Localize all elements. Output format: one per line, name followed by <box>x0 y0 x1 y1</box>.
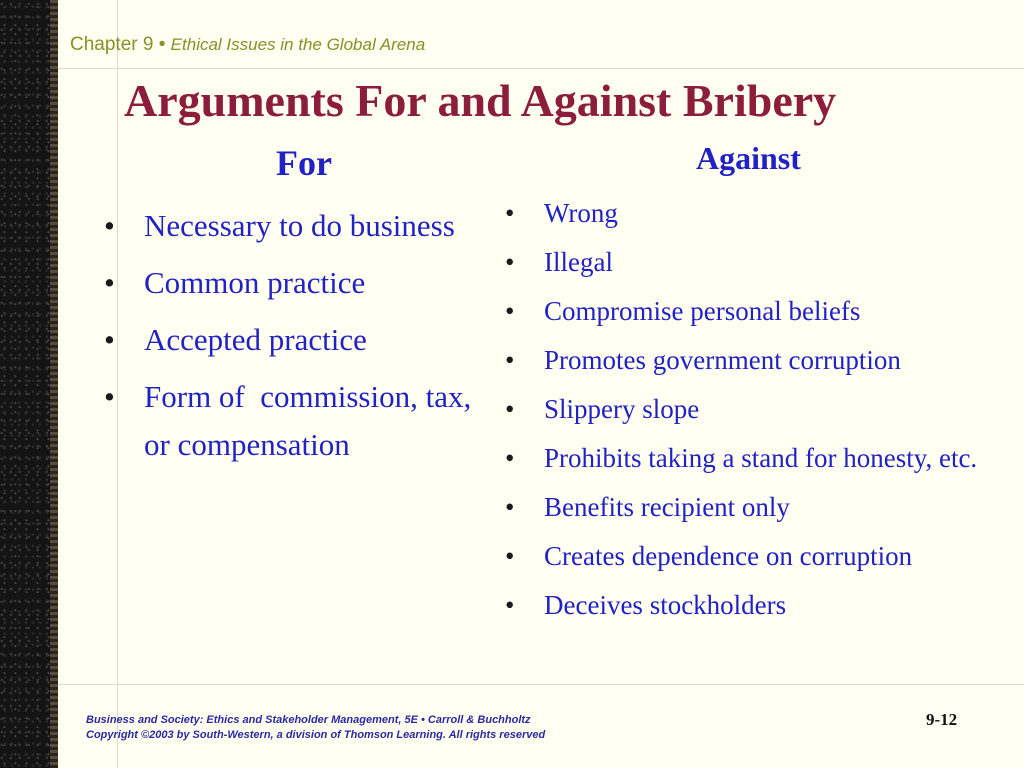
for-heading: For <box>276 143 332 183</box>
list-item: • Form of commission, tax, or compensation <box>104 373 499 469</box>
list-item: • Deceives stockholders <box>505 585 1020 625</box>
bullet: • <box>505 590 515 620</box>
list-item: • Wrong <box>505 193 1020 233</box>
film-strip-edge <box>50 0 58 768</box>
list-item: • Common practice <box>104 259 499 307</box>
list-item: • Necessary to do business <box>104 202 499 250</box>
bullet: • <box>104 379 115 414</box>
list-item: • Prohibits taking a stand for honesty, etc. <box>505 438 1020 478</box>
header-separator: • <box>153 34 171 55</box>
against-list <box>505 193 1020 634</box>
chapter-subtitle: Ethical Issues in the Global Arena <box>170 35 426 54</box>
list-item: • Illegal <box>505 242 1020 282</box>
slide-title: Arguments For and Against Bribery <box>124 75 837 126</box>
list-item: • Accepted practice <box>104 316 499 364</box>
list-item: • Benefits recipient only <box>505 487 1020 527</box>
bullet: • <box>104 208 115 243</box>
chapter-header <box>70 34 425 56</box>
bullet: • <box>505 247 515 277</box>
list-item: • Slippery slope <box>505 389 1020 429</box>
bullet: • <box>505 198 515 228</box>
page-number: 9-12 <box>926 710 958 729</box>
list-item: • Promotes government corruption <box>505 340 1020 380</box>
list-item: • Compromise personal beliefs <box>505 291 1020 331</box>
footer-line-2: Copyright ©2003 by South-Western, a division of Thomson Learning. All rights reserved <box>86 729 546 741</box>
bullet: • <box>104 265 115 300</box>
bullet: • <box>505 394 515 424</box>
bullet: • <box>505 492 515 522</box>
bullet: • <box>104 322 115 357</box>
grid-line-top <box>58 68 1024 69</box>
footer-credits <box>86 713 545 743</box>
bullet: • <box>505 541 515 571</box>
for-list <box>104 202 499 478</box>
against-heading: Against <box>696 140 801 176</box>
list-item: • Creates dependence on corruption <box>505 536 1020 576</box>
bullet: • <box>505 345 515 375</box>
bullet: • <box>505 443 515 473</box>
bullet: • <box>505 296 515 326</box>
grid-line-bottom <box>58 684 1024 685</box>
chapter-label: Chapter 9 <box>70 34 154 55</box>
footer-line-1: Business and Society: Ethics and Stakeholder Management, 5E • Carroll & Buchholtz <box>86 714 531 726</box>
